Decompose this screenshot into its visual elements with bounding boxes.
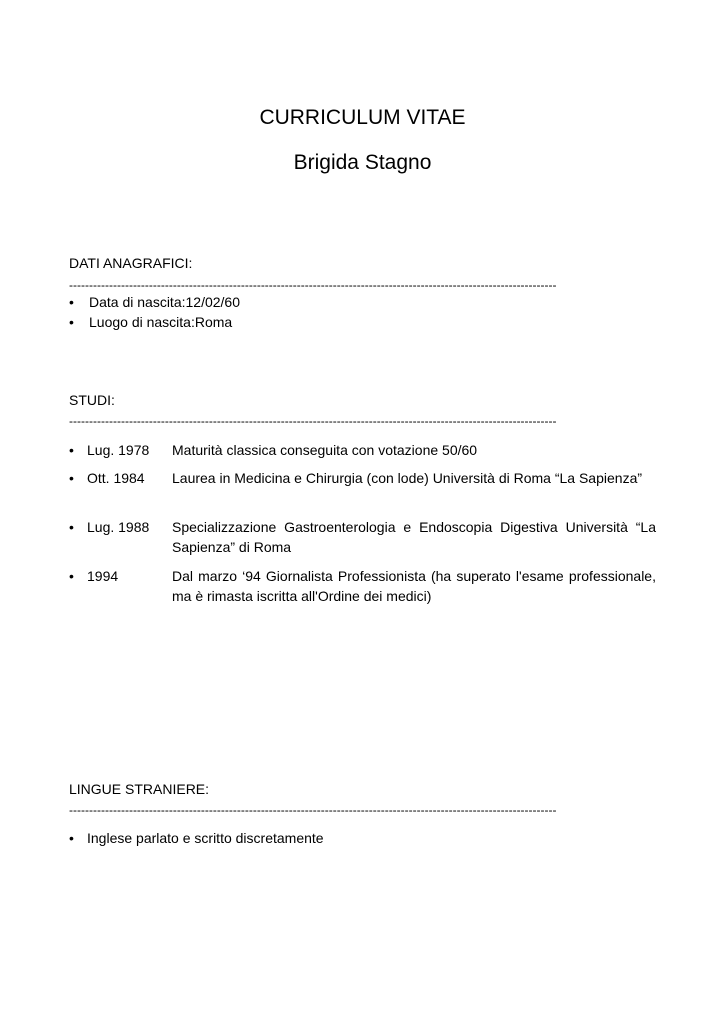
study-year: Lug. 1978: [87, 442, 150, 458]
study-description: Maturità classica conseguita con votazione 50/60: [172, 442, 478, 458]
bullet-icon: •: [69, 830, 74, 846]
bullet-icon: •: [69, 442, 74, 458]
bullet-icon: •: [69, 519, 74, 535]
list-item: [69, 314, 232, 330]
birth-place: Luogo di nascita:Roma: [89, 314, 233, 330]
bullet-icon: •: [69, 314, 74, 330]
study-description: Dal marzo ‘94 Giornalista Professionista (ha superato l'esame professionale, ma è rimasta iscritta all'Ordine dei medici): [172, 568, 656, 604]
bullet-icon: •: [69, 568, 74, 584]
person-name: Brigida Stagno: [293, 151, 432, 174]
list-item: [69, 294, 240, 310]
separator-line: --------------------------------------------------------------------------------------------------------------------------: [69, 279, 557, 291]
separator-line: --------------------------------------------------------------------------------------------------------------------------: [69, 415, 557, 427]
separator-line: --------------------------------------------------------------------------------------------------------------------------: [69, 804, 557, 816]
language-skill: Inglese parlato e scritto discretamente: [87, 830, 324, 846]
bullet-icon: •: [69, 294, 74, 310]
list-item: [69, 830, 324, 846]
study-year: Lug. 1988: [87, 519, 150, 535]
document-title: CURRICULUM VITAE: [259, 106, 466, 129]
bullet-icon: •: [69, 470, 74, 486]
section-heading-studi: STUDI:: [69, 392, 115, 408]
study-description: Specializzazione Gastroenterologia e Endoscopia Digestiva Università “La Sapienza” di Roma: [172, 519, 656, 555]
study-year: Ott. 1984: [87, 470, 145, 486]
study-year: 1994: [87, 568, 119, 584]
section-heading-dati-anagrafici: DATI ANAGRAFICI:: [69, 255, 193, 271]
study-description: Laurea in Medicina e Chirurgia (con lode) Università di Roma “La Sapienza”: [172, 470, 643, 486]
section-heading-lingue-straniere: LINGUE STRANIERE:: [69, 781, 210, 797]
birth-date: Data di nascita:12/02/60: [89, 294, 240, 310]
